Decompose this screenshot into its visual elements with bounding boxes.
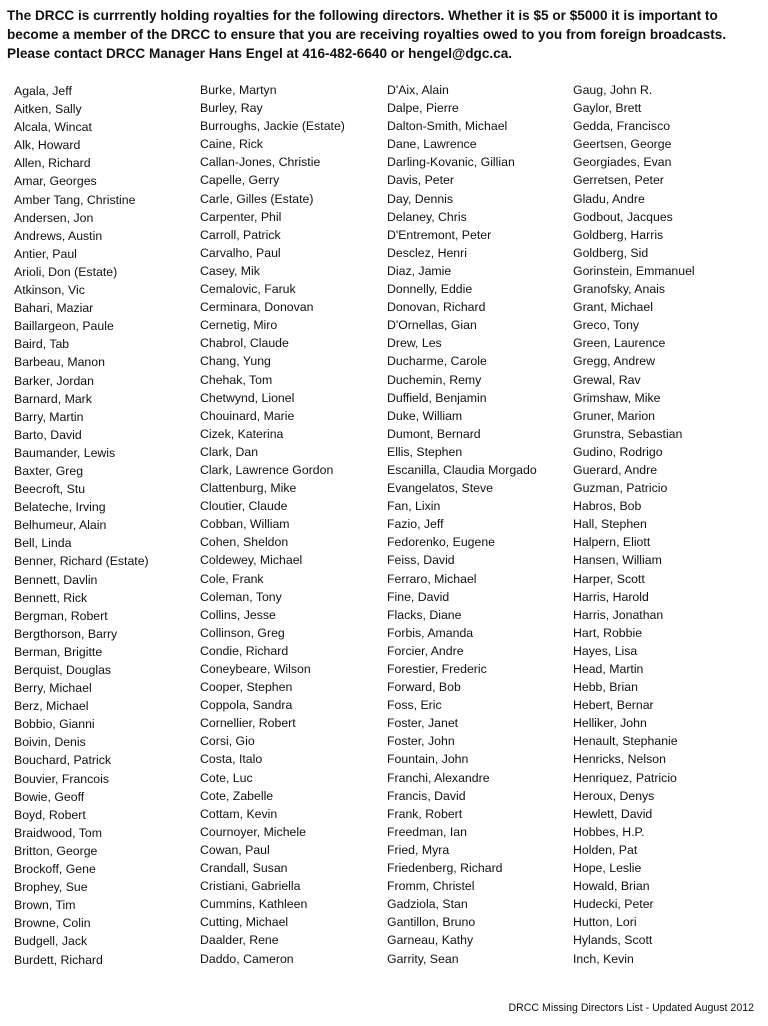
director-name: Duke, William: [387, 408, 463, 423]
director-name: Casey, Mik: [200, 263, 260, 278]
director-name: Garrity, Sean: [387, 951, 459, 966]
director-name: Georgiades, Evan: [573, 155, 672, 170]
director-name: Barnard, Mark: [14, 391, 92, 406]
director-name: Ferraro, Michael: [387, 571, 477, 586]
director-name: Foster, Janet: [387, 716, 459, 731]
director-name: Cristiani, Gabriella: [200, 879, 301, 894]
director-name: Helliker, John: [573, 716, 647, 731]
director-name: Goldberg, Harris: [573, 227, 664, 242]
director-name: Ducharme, Carole: [387, 354, 487, 369]
director-name: Carroll, Patrick: [200, 227, 281, 242]
director-name: Brockoff, Gene: [14, 862, 96, 877]
director-name: Darling-Kovanic, Gillian: [387, 155, 515, 170]
director-name: Belhumeur, Alain: [14, 518, 107, 533]
director-name: Barry, Martin: [14, 409, 84, 424]
director-name: Bennett, Rick: [14, 590, 88, 605]
director-name: Henricks, Nelson: [573, 752, 666, 767]
director-name: Harris, Harold: [573, 589, 649, 604]
director-name: Braidwood, Tom: [14, 825, 102, 840]
director-name: Atkinson, Vic: [14, 283, 85, 298]
director-name: Boyd, Robert: [14, 807, 86, 822]
director-name: Delaney, Chris: [387, 209, 467, 224]
director-name: Foss, Eric: [387, 698, 442, 713]
director-name: Green, Laurence: [573, 336, 666, 351]
director-name: Berman, Brigitte: [14, 644, 103, 659]
director-name: Fine, David: [387, 589, 450, 604]
director-name: Duchemin, Remy: [387, 372, 482, 387]
intro-line: become a member of the DRCC to ensure that you are receiving royalties owed to you from foreign broadcasts.: [7, 27, 727, 42]
director-name: Baird, Tab: [14, 337, 70, 352]
director-name: Granofsky, Anais: [573, 282, 666, 297]
director-name: Baillargeon, Paule: [14, 319, 114, 334]
directors-column-4: [573, 81, 695, 968]
director-name: Cottam, Kevin: [200, 806, 278, 821]
director-name: Friedenberg, Richard: [387, 861, 503, 876]
directors-column-1: [14, 82, 149, 969]
director-name: Hall, Stephen: [573, 517, 647, 532]
director-name: Coppola, Sandra: [200, 698, 293, 713]
director-name: Harris, Jonathan: [573, 607, 664, 622]
director-name: Hobbes, H.P.: [573, 824, 645, 839]
directors-column-3: [387, 81, 537, 968]
director-name: Bergman, Robert: [14, 608, 108, 623]
director-name: Fan, Lixin: [387, 499, 441, 514]
director-name: Harper, Scott: [573, 571, 645, 586]
director-name: Brown, Tim: [14, 898, 76, 913]
director-name: Fazio, Jeff: [387, 517, 444, 532]
director-name: Donnelly, Eddie: [387, 282, 473, 297]
director-name: Caine, Rick: [200, 137, 263, 152]
director-name: Godbout, Jacques: [573, 209, 673, 224]
director-name: Francis, David: [387, 788, 466, 803]
director-name: Chouinard, Marie: [200, 408, 295, 423]
director-name: Hebert, Bernar: [573, 698, 654, 713]
director-name: Brophey, Sue: [14, 880, 88, 895]
director-name: Hart, Robbie: [573, 625, 643, 640]
director-name: Bahari, Maziar: [14, 301, 94, 316]
director-name: Beecroft, Stu: [14, 482, 86, 497]
director-name: Inch, Kevin: [573, 951, 634, 966]
director-name: Bowie, Geoff: [14, 789, 85, 804]
director-name: Gerretsen, Peter: [573, 173, 664, 188]
director-name: Donovan, Richard: [387, 300, 486, 315]
director-name: Hope, Leslie: [573, 861, 642, 876]
director-name: Amber Tang, Christine: [14, 192, 136, 207]
director-name: Evangelatos, Steve: [387, 481, 493, 496]
director-name: Greco, Tony: [573, 318, 640, 333]
director-name: Habros, Bob: [573, 499, 642, 514]
director-name: Callan-Jones, Christie: [200, 155, 321, 170]
director-name: Garneau, Kathy: [387, 933, 474, 948]
director-name: Bouchard, Patrick: [14, 753, 112, 768]
director-name: Gaylor, Brett: [573, 101, 642, 116]
director-name: Gruner, Marion: [573, 408, 656, 423]
director-name: Chang, Yung: [200, 354, 271, 369]
director-name: Hebb, Brian: [573, 680, 638, 695]
director-name: Head, Martin: [573, 662, 644, 676]
director-name: Henriquez, Patricio: [573, 770, 677, 785]
director-name: D'Aix, Alain: [387, 83, 449, 97]
director-name: Gedda, Francisco: [573, 119, 671, 134]
director-name: Cutting, Michael: [200, 915, 289, 930]
director-name: Dumont, Bernard: [387, 426, 481, 441]
director-name: Chetwynd, Lionel: [200, 390, 295, 405]
director-name: Baumander, Lewis: [14, 445, 116, 460]
director-name: Ellis, Stephen: [387, 444, 463, 459]
director-name: Condie, Richard: [200, 643, 289, 658]
director-name: Freedman, Ian: [387, 824, 467, 839]
director-name: Crandall, Susan: [200, 861, 288, 876]
director-name: Desclez, Henri: [387, 245, 467, 260]
director-name: Britton, George: [14, 843, 98, 858]
director-name: Barto, David: [14, 427, 82, 442]
director-name: Grunstra, Sebastian: [573, 426, 683, 441]
director-name: Feiss, David: [387, 553, 455, 568]
directors-column-2: [200, 81, 345, 968]
intro-notice: [7, 6, 759, 63]
director-name: Cote, Zabelle: [200, 788, 274, 803]
director-name: Escanilla, Claudia Morgado: [387, 462, 537, 477]
director-name: Cote, Luc: [200, 770, 253, 785]
director-name: Geertsen, George: [573, 137, 672, 152]
director-name: Flacks, Diane: [387, 607, 462, 622]
director-name: Day, Dennis: [387, 191, 454, 206]
director-name: Cooper, Stephen: [200, 680, 293, 695]
director-name: Gladu, Andre: [573, 191, 645, 206]
director-name: Barbeau, Manon: [14, 355, 105, 370]
director-name: Coldewey, Michael: [200, 553, 303, 568]
director-name: Antier, Paul: [14, 246, 77, 261]
director-name: Clark, Dan: [200, 444, 259, 459]
director-name: Belateche, Irving: [14, 500, 106, 515]
director-name: Andersen, Jon: [14, 210, 94, 225]
director-name: Gudino, Rodrigo: [573, 444, 663, 459]
director-name: Dalton-Smith, Michael: [387, 119, 508, 134]
director-name: Fountain, John: [387, 752, 469, 767]
director-name: Berz, Michael: [14, 699, 89, 714]
director-name: Boivin, Denis: [14, 735, 86, 750]
director-name: Collins, Jesse: [200, 607, 276, 622]
footer-note: DRCC Missing Directors List - Updated August 2012: [508, 1002, 754, 1014]
director-name: Berquist, Douglas: [14, 663, 112, 677]
director-name: Berry, Michael: [14, 681, 92, 696]
director-name: Frank, Robert: [387, 806, 463, 821]
director-name: Drew, Les: [387, 336, 442, 351]
director-name: Dalpe, Pierre: [387, 101, 459, 116]
director-name: Cummins, Kathleen: [200, 897, 308, 912]
director-name: Hudecki, Peter: [573, 897, 654, 912]
director-name: Gantillon, Bruno: [387, 915, 476, 930]
director-name: Cohen, Sheldon: [200, 535, 289, 550]
director-name: Cournoyer, Michele: [200, 824, 306, 839]
director-name: Hutton, Lori: [573, 915, 637, 930]
director-name: Coleman, Tony: [200, 589, 282, 604]
director-name: Aitken, Sally: [14, 102, 82, 117]
director-name: Bobbio, Gianni: [14, 717, 95, 732]
director-name: D'Ornellas, Gian: [387, 318, 477, 333]
director-name: Cernetig, Miro: [200, 318, 278, 333]
director-name: Forcier, Andre: [387, 643, 464, 658]
director-name: Cemalovic, Faruk: [200, 282, 296, 297]
director-name: Foster, John: [387, 734, 455, 749]
director-name: Forestier, Frederic: [387, 662, 487, 676]
director-name: Bell, Linda: [14, 536, 72, 551]
director-name: Hylands, Scott: [573, 933, 653, 948]
director-name: Bennett, Davlin: [14, 572, 98, 587]
director-name: Cerminara, Donovan: [200, 300, 314, 315]
director-name: Daalder, Rene: [200, 933, 279, 948]
director-name: Bergthorson, Barry: [14, 626, 118, 641]
director-name: Collinson, Greg: [200, 625, 285, 640]
director-name: Holden, Pat: [573, 842, 638, 857]
director-name: Carle, Gilles (Estate): [200, 191, 314, 206]
director-name: Clattenburg, Mike: [200, 481, 297, 496]
director-name: Halpern, Eliott: [573, 535, 651, 550]
director-name: Franchi, Alexandre: [387, 770, 490, 785]
director-name: Hansen, William: [573, 553, 662, 568]
director-name: Cobban, William: [200, 517, 290, 532]
director-name: Clark, Lawrence Gordon: [200, 462, 334, 477]
director-name: Andrews, Austin: [14, 228, 103, 243]
director-name: Dane, Lawrence: [387, 137, 477, 152]
director-name: Carpenter, Phil: [200, 209, 282, 224]
director-name: Gadziola, Stan: [387, 897, 468, 912]
director-name: Gregg, Andrew: [573, 354, 656, 369]
director-name: Alcala, Wincat: [14, 120, 92, 135]
director-name: Burdett, Richard: [14, 952, 103, 967]
director-name: Guerard, Andre: [573, 462, 658, 477]
director-name: Alk, Howard: [14, 138, 81, 153]
director-name: Bouvier, Francois: [14, 771, 110, 786]
director-name: Fromm, Christel: [387, 879, 475, 894]
director-name: Corsi, Gio: [200, 734, 255, 749]
director-name: Cloutier, Claude: [200, 499, 288, 514]
director-name: Coneybeare, Wilson: [200, 662, 311, 676]
director-name: Diaz, Jamie: [387, 263, 452, 278]
director-name: Forward, Bob: [387, 680, 461, 695]
director-name: Barker, Jordan: [14, 373, 94, 388]
director-name: Fedorenko, Eugene: [387, 535, 496, 550]
director-name: Grimshaw, Mike: [573, 390, 661, 405]
intro-line: Please contact DRCC Manager Hans Engel at 416-482-6640 or hengel@dgc.ca.: [7, 46, 513, 61]
director-name: Allen, Richard: [14, 156, 91, 171]
director-name: Grant, Michael: [573, 300, 653, 315]
director-name: Henault, Stephanie: [573, 734, 678, 749]
director-name: Browne, Colin: [14, 916, 91, 931]
director-name: Amar, Georges: [14, 174, 97, 189]
director-name: Daddo, Cameron: [200, 951, 294, 966]
director-name: Baxter, Greg: [14, 463, 84, 478]
director-name: Chehak, Tom: [200, 372, 273, 387]
director-name: Cowan, Paul: [200, 842, 270, 857]
intro-line: The DRCC is currrently holding royalties for the following directors. Whether it is $5 or $5000 it is important to: [7, 8, 718, 23]
director-name: Burke, Martyn: [200, 83, 277, 97]
director-name: Cornellier, Robert: [200, 716, 296, 731]
director-name: Gorinstein, Emmanuel: [573, 263, 695, 278]
director-name: Cizek, Katerina: [200, 426, 284, 441]
director-name: Carvalho, Paul: [200, 245, 281, 260]
director-name: Benner, Richard (Estate): [14, 554, 149, 569]
director-name: Guzman, Patricio: [573, 481, 668, 496]
director-name: Duffield, Benjamin: [387, 390, 487, 405]
director-name: Agala, Jeff: [14, 84, 72, 98]
director-name: D'Entremont, Peter: [387, 227, 492, 242]
director-name: Burroughs, Jackie (Estate): [200, 119, 345, 134]
director-name: Gaug, John R.: [573, 83, 653, 97]
director-name: Grewal, Rav: [573, 372, 641, 387]
director-name: Hayes, Lisa: [573, 643, 638, 658]
director-name: Capelle, Gerry: [200, 173, 280, 188]
director-name: Hewlett, David: [573, 806, 653, 821]
director-name: Davis, Peter: [387, 173, 454, 188]
directors-list: [0, 81, 768, 981]
director-name: Cole, Frank: [200, 571, 264, 586]
director-name: Arioli, Don (Estate): [14, 264, 118, 279]
director-name: Chabrol, Claude: [200, 336, 289, 351]
director-name: Burley, Ray: [200, 101, 263, 116]
director-name: Heroux, Denys: [573, 788, 655, 803]
director-name: Howald, Brian: [573, 879, 650, 894]
director-name: Fried, Myra: [387, 842, 450, 857]
director-name: Budgell, Jack: [14, 934, 88, 949]
director-name: Goldberg, Sid: [573, 245, 649, 260]
director-name: Forbis, Amanda: [387, 625, 474, 640]
director-name: Costa, Italo: [200, 752, 263, 767]
